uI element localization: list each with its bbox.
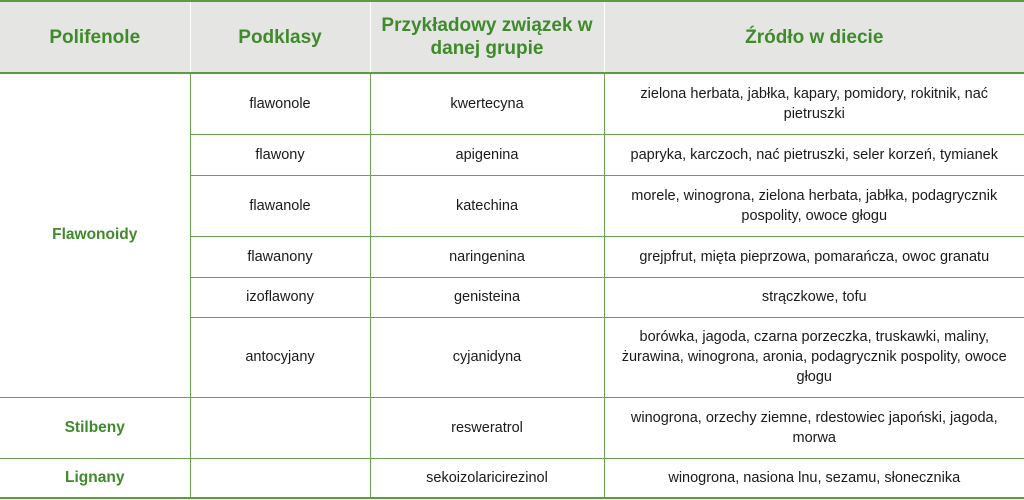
compound-cell: resweratrol (370, 397, 604, 458)
source-cell: borówka, jagoda, czarna porzeczka, truskawki, maliny, żurawina, winogrona, aronia, podagrycznik pospolity, owoce głogu (604, 317, 1024, 397)
compound-cell: naringenina (370, 236, 604, 277)
subclass-cell: flawanole (190, 175, 370, 236)
header-podklasy: Podklasy (190, 1, 370, 73)
header-diet-source: Źródło w diecie (604, 1, 1024, 73)
header-row (0, 1, 1024, 73)
subclass-cell: flawanony (190, 236, 370, 277)
source-cell: zielona herbata, jabłka, kapary, pomidory, rokitnik, nać pietruszki (604, 73, 1024, 134)
subclass-cell (190, 397, 370, 458)
group-stilbeny: Stilbeny (0, 397, 190, 458)
compound-cell: kwertecyna (370, 73, 604, 134)
subclass-cell: izoflawony (190, 277, 370, 317)
table-row (0, 73, 1024, 134)
group-lignany: Lignany (0, 458, 190, 498)
subclass-cell: flawonole (190, 73, 370, 134)
table-row (0, 397, 1024, 458)
compound-cell: sekoizolaricirezinol (370, 458, 604, 498)
compound-cell: cyjanidyna (370, 317, 604, 397)
source-cell: winogrona, orzechy ziemne, rdestowiec japoński, jagoda, morwa (604, 397, 1024, 458)
source-cell: morele, winogrona, zielona herbata, jabłka, podagrycznik pospolity, owoce głogu (604, 175, 1024, 236)
header-compound: Przykładowy związek w danej grupie (370, 1, 604, 73)
source-cell: papryka, karczoch, nać pietruszki, seler korzeń, tymianek (604, 134, 1024, 175)
source-cell: grejpfrut, mięta pieprzowa, pomarańcza, owoc granatu (604, 236, 1024, 277)
table-row (0, 458, 1024, 498)
group-flawonoidy: Flawonoidy (0, 73, 190, 397)
subclass-cell: flawony (190, 134, 370, 175)
compound-cell: katechina (370, 175, 604, 236)
header-polifenole: Polifenole (0, 1, 190, 73)
compound-cell: genisteina (370, 277, 604, 317)
subclass-cell: antocyjany (190, 317, 370, 397)
source-cell: strączkowe, tofu (604, 277, 1024, 317)
source-cell: winogrona, nasiona lnu, sezamu, słonecznika (604, 458, 1024, 498)
subclass-cell (190, 458, 370, 498)
compound-cell: apigenina (370, 134, 604, 175)
